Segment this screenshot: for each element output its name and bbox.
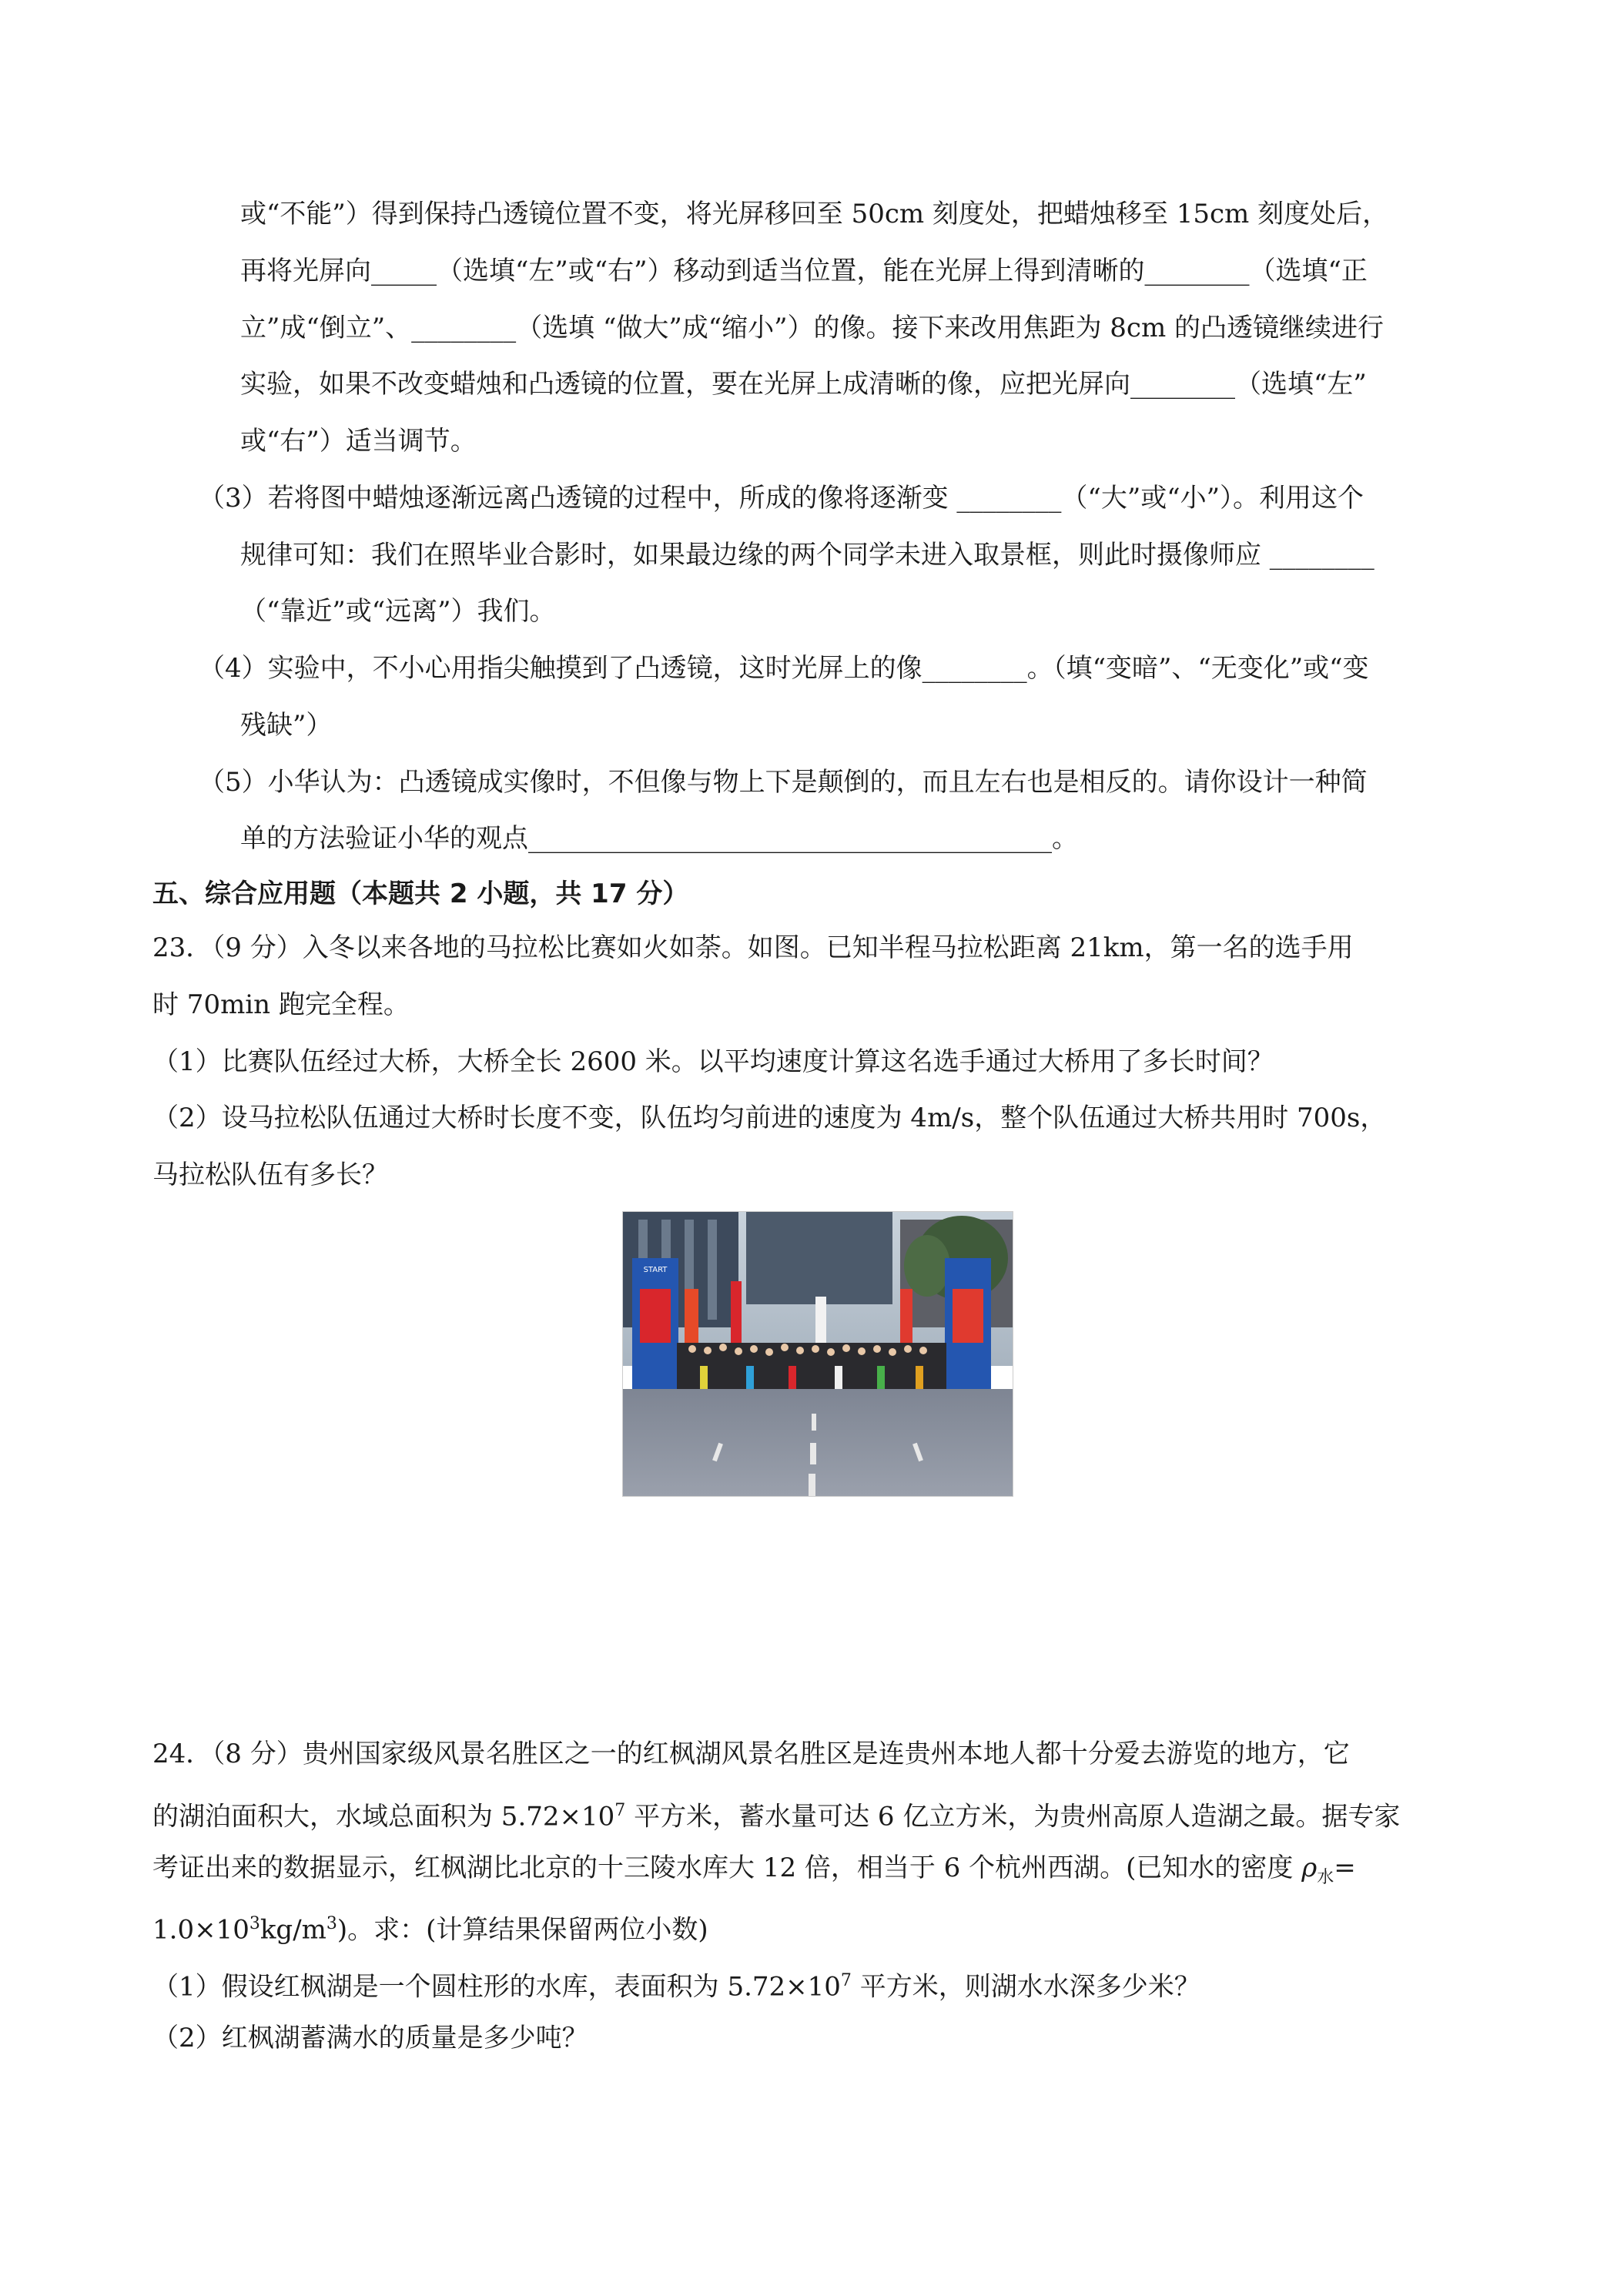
q22-sub3-line: （3）若将图中蜡烛逐渐远离凸透镜的过程中，所成的像将逐渐变 ________（“大”或“小”）。利用这个 <box>199 483 1364 514</box>
q24-text: 平方米，则湖水水深多少米？ <box>851 1971 1200 2003</box>
q22-text-line: 再将光屏向_____（选填“左”或“右”）移动到适当位置，能在光屏上得到清晰的________（选填“正 <box>240 256 1368 286</box>
exponent: 3 <box>326 1914 337 1933</box>
q24-sub2: （2）红枫湖蓄满水的质量是多少吨？ <box>152 2023 588 2053</box>
q24-stem-line: 24．（8 分）贵州国家级风景名胜区之一的红枫湖风景名胜区是连贵州本地人都十分爱去游览的地方，它 <box>152 1739 1350 1769</box>
q22-sub4-line: （4）实验中，不小心用指尖触摸到了凸透镜，这时光屏上的像________。（填“变暗”、“无变化”或“变 <box>199 653 1369 684</box>
q22-sub5-line: 单的方法验证小华的观点________________________________________。 <box>240 823 1078 854</box>
start-sign-text: START <box>643 1266 668 1274</box>
q23-sub1: （1）比赛队伍经过大桥，大桥全长 2600 米。以平均速度计算这名选手通过大桥用了多长时间？ <box>152 1046 1274 1077</box>
q24-text: 的湖泊面积大，水域总面积为 5.72×10 <box>152 1801 615 1832</box>
subscript: 水 <box>1317 1867 1334 1887</box>
q24-text: 考证出来的数据显示，红枫湖比北京的十三陵水库大 12 倍，相当于 6 个杭州西湖。(已知水的密度 <box>152 1853 1302 1883</box>
q22-sub3-line: （“靠近”或“远离”）我们。 <box>240 596 556 627</box>
q22-sub3-line: 规律可知：我们在照毕业合影时，如果最边缘的两个同学未进入取景框，则此时摄像师应 ________ <box>240 540 1375 571</box>
exponent: 3 <box>249 1914 260 1933</box>
exponent: 7 <box>840 1971 852 1990</box>
q24-sub1 <box>152 1964 1200 2003</box>
q23-sub2-line: （2）设马拉松队伍通过大桥时长度不变，队伍均匀前进的速度为 4m/s，整个队伍通过大桥共用时 700s， <box>152 1103 1387 1133</box>
q22-text-line: 实验，如果不改变蜡烛和凸透镜的位置，要在光屏上成清晰的像，应把光屏向________（选填“左” <box>240 369 1367 400</box>
q24-text: 1.0×10 <box>152 1914 249 1946</box>
q24-stem-line <box>152 1907 708 1946</box>
q24-text: )。求：(计算结果保留两位小数) <box>337 1914 708 1946</box>
section-heading: 五、综合应用题（本题共 2 小题，共 17 分） <box>152 879 689 909</box>
q24-stem-line <box>152 1851 1356 1895</box>
q23-sub2-line: 马拉松队伍有多长？ <box>152 1160 388 1190</box>
q22-sub4-line: 残缺”） <box>240 710 333 741</box>
q23-stem-line: 23．（9 分）入冬以来各地的马拉松比赛如火如荼。如图。已知半程马拉松距离 21km，第一名的选手用 <box>152 932 1354 963</box>
q24-text: （1）假设红枫湖是一个圆柱形的水库，表面积为 5.72×10 <box>152 1971 841 2003</box>
q24-stem-line <box>152 1794 1400 1833</box>
marathon-photo <box>622 1211 1013 1497</box>
q22-sub5-line: （5）小华认为：凸透镜成实像时，不但像与物上下是颠倒的，而且左右也是相反的。请你设计一种简 <box>199 767 1368 798</box>
q23-stem-line: 时 70min 跑完全程。 <box>152 989 410 1020</box>
q24-text: kg/m <box>260 1914 326 1946</box>
q24-text: 平方米，蓄水量可达 6 亿立方米，为贵州高原人造湖之最。据专家 <box>625 1801 1401 1832</box>
exponent: 7 <box>614 1801 626 1820</box>
q24-text: = <box>1334 1853 1356 1883</box>
q22-text-line: 立”成“倒立”、________（选填 “做大”成“缩小”）的像。接下来改用焦距为 8cm 的凸透镜继续进行 <box>240 313 1385 343</box>
q22-text-line: 或“右”）适当调节。 <box>240 426 477 457</box>
rho-symbol: ρ <box>1301 1853 1318 1883</box>
q22-text-line: 或“不能”）得到保持凸透镜位置不变，将光屏移回至 50cm 刻度处，把蜡烛移至 15cm 刻度处后， <box>240 199 1389 229</box>
